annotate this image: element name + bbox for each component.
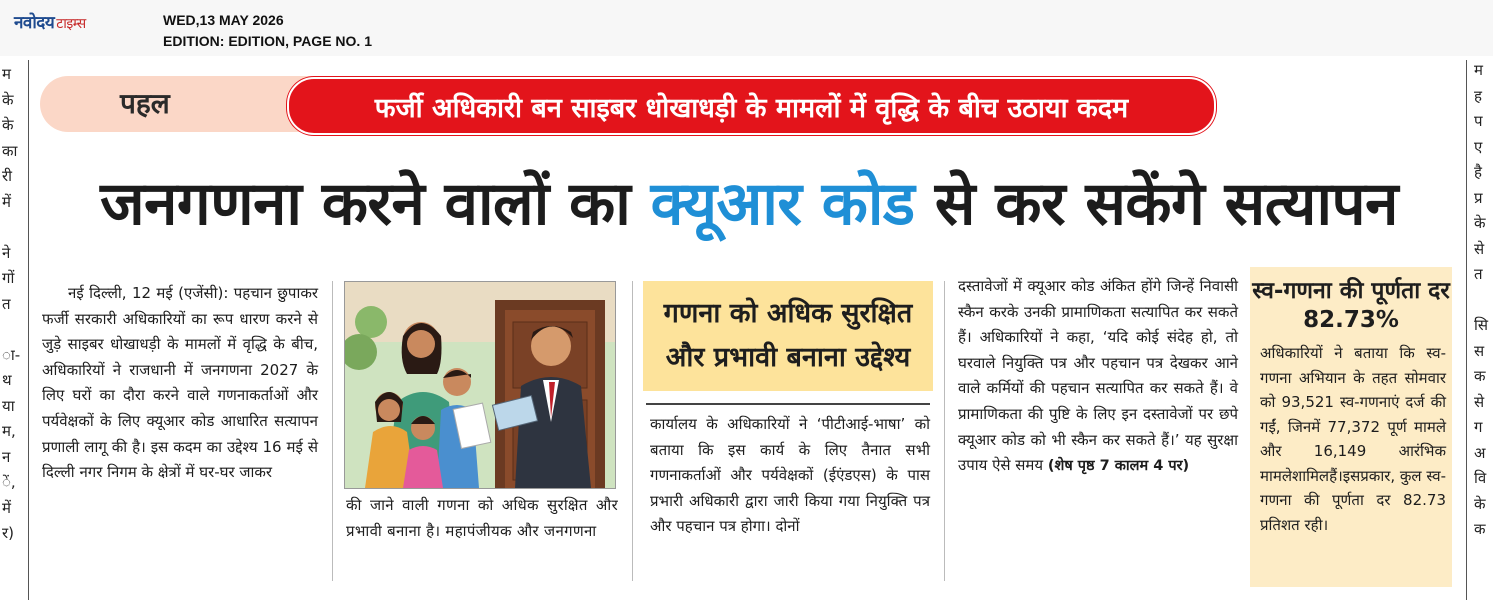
right-fragment-line: सि (1474, 316, 1489, 334)
column-divider-right (1466, 60, 1467, 600)
left-fragment-line: के (2, 90, 14, 109)
column-rule (944, 281, 945, 581)
left-fragment-line: ें, (2, 473, 16, 491)
left-fragment-line: म (2, 65, 11, 83)
body-column-4-text: दस्तावेजों में क्यूआर कोड अंकित होंगे जिन्हें निवासी स्कैन करके उनकी प्रामाणिकता सत्यापित कर सकते हैं। अधिकारियों ने कहा, ‘यदि कोई संदेह हो, तो घरवाले नियुक्ति पत्र और पहचान पत्र देखकर आने वाले कर्मियों की पहचान सत्यापित कर सकते हैं। वे प्रामाणिकता की पुष्टि के लिए इन दस्तावेजों पर छपे क्यूआर कोड को भी स्कैन कर सकते हैं।’ यह सुरक्षा उपाय ऐसे समय (958, 277, 1238, 475)
left-fragment-line: न (2, 447, 11, 466)
body-column-4 (958, 274, 1238, 480)
left-fragment-line: ने (2, 243, 11, 262)
kicker-label: पहल (120, 87, 170, 120)
highlight-box (643, 281, 933, 391)
continued-on-link[interactable]: (शेष पृष्ठ 7 कालम 4 पर) (1047, 458, 1190, 475)
stat-box-body: अधिकारियों ने बताया कि स्व-गणना अभियान के तहत सोमवार को 93,521 स्व-गणनाएं दर्ज की गईं, जिनमें 77,372 पूर्ण मामले और 16,149 आरंभिक मामलेशामिलहैं।इसप्रकार, कुल स्व-गणना की पूर्णता दर 82.73 प्रतिशत रही। (1260, 344, 1446, 534)
census-worker-illustration (344, 281, 616, 489)
right-fragment-line: है (1474, 163, 1482, 181)
left-fragment-line: या (2, 396, 15, 415)
left-fragment-line: ा- (2, 345, 21, 364)
headline-highlight: क्यूआर कोड (650, 169, 915, 239)
body-column-1: नई दिल्ली, 12 मई (एजेंसी): पहचान छुपाकर फर्जी सरकारी अधिकारियों का रूप धारण करने से जुड़े साइबर धोखाधड़ी के मामलों में वृद्धि के बीच, अधिकारियों ने राजधानी में जनगणना 2027 के लिए घरों का दौरा करने वाले गणनाकर्ताओं और पर्यवेक्षकों के लिए क्यूआर कोड आधारित सत्यापन प्रणाली लागू की है। इस कदम का उद्देश्य 16 मई से दिल्ली नगर निगम के क्षेत्रों में घर-घर जाकर (42, 284, 318, 482)
body-column-3: कार्यालय के अधिकारियों ने ‘पीटीआई-भाषा’ को बताया कि इस कार्य के लिए तैनात सभी गणनाकर्ताओं और पर्यवेक्षकों (ईएंडएस) के पास प्रभारी अधिकारी द्वारा जारी किया गया नियुक्ति पत्र और पहचान पत्र होगा। दोनों (650, 415, 930, 536)
right-fragment-line: के (1474, 494, 1486, 513)
stat-box-title: स्व-गणना की पूर्णता दर 82.73% (1252, 278, 1450, 333)
right-fragment-line: प्र (1474, 188, 1483, 207)
headline-part1: जनगणना करने वालों का (100, 169, 651, 239)
illustration-graphic (345, 282, 615, 488)
headline (44, 162, 1454, 246)
left-fragment-line: री (2, 167, 13, 185)
column-divider-left (28, 60, 29, 600)
right-fragment-line: म (1474, 61, 1483, 79)
right-fragment-line: स (1474, 341, 1485, 360)
highlight-box-rule (646, 403, 930, 405)
edition-header (0, 0, 1493, 57)
left-fragment-line: में (2, 192, 11, 211)
body-column-2: की जाने वाली गणना को अधिक सुरक्षित और प्रभावी बनाना है। महापंजीयक और जनगणना (346, 496, 618, 540)
left-fragment-line: के (2, 116, 14, 134)
right-fragment-line: ग (1474, 418, 1483, 436)
left-fragment-line: में (2, 498, 11, 517)
right-fragment-line: के (1474, 214, 1486, 232)
right-fragment-line: से (1474, 239, 1485, 258)
right-fragment-line: से (1474, 392, 1485, 411)
right-fragment-line: क (1474, 367, 1486, 385)
left-fragment-line: र) (2, 524, 14, 542)
left-fragment-line (2, 317, 24, 343)
left-fragment-line (2, 215, 24, 241)
left-fragment-line: का (2, 141, 18, 160)
left-neighbour-column (2, 62, 24, 547)
date-line: WED,13 MAY 2026 (163, 12, 284, 28)
kicker-strap (287, 77, 1216, 135)
right-fragment-line: ए (1474, 137, 1483, 156)
right-fragment-line: वि (1474, 469, 1487, 487)
right-fragment-line: प (1474, 112, 1483, 130)
right-neighbour-column (1474, 58, 1493, 543)
right-fragment-line: ह (1474, 86, 1482, 105)
left-fragment-line: थ (2, 371, 12, 389)
headline-part2: से कर सकेंगे सत्यापन (914, 169, 1398, 239)
right-fragment-line: त (1474, 265, 1483, 283)
right-fragment-line: अ (1474, 443, 1486, 462)
column-rule (332, 281, 333, 581)
edition-line: EDITION: EDITION, PAGE NO. 1 (163, 33, 372, 49)
right-fragment-line (1474, 288, 1493, 314)
edition-meta (163, 10, 372, 52)
left-fragment-line: गों (2, 269, 15, 287)
column-rule (632, 281, 633, 581)
kicker-text: फर्जी अधिकारी बन साइबर धोखाधड़ी के मामलों में वृद्धि के बीच उठाया कदम (374, 92, 1129, 124)
highlight-box-text: गणना को अधिक सुरक्षित और प्रभावी बनाना उद्देश्य (663, 298, 913, 373)
left-fragment-line: त (2, 294, 11, 313)
left-fragment-line: म, (2, 422, 16, 440)
right-fragment-line: क (1474, 520, 1486, 538)
newspaper-logo[interactable]: नवोदय टाइम्स (14, 13, 86, 33)
